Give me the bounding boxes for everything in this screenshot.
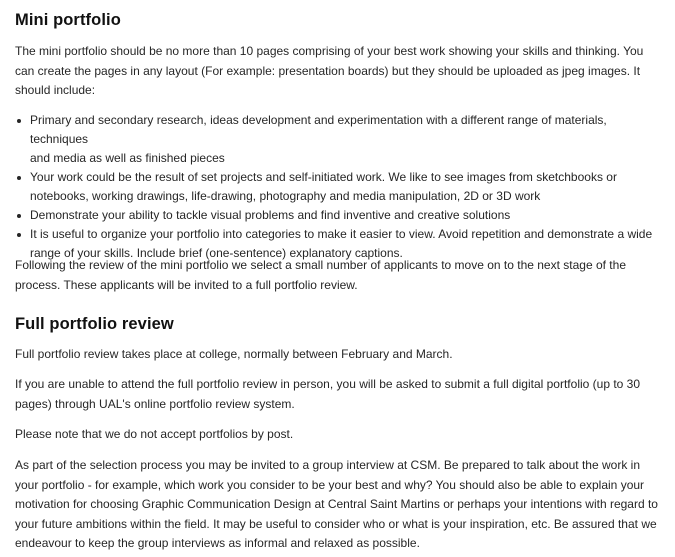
list-item-line: and media as well as finished pieces: [30, 151, 225, 165]
paragraph-line: Please note that we do not accept portfolios by post.: [15, 427, 294, 441]
list-item-line: range of your skills. Include brief (one-sentence) explanatory captions.: [30, 246, 403, 260]
list-item-line: Primary and secondary research, ideas development and experimentation with a different range of materials, techniques: [30, 113, 607, 146]
list-item-line: notebooks, working drawings, life-drawing, photography and media manipulation, 2D or 3D work: [30, 189, 541, 203]
intro-line: The mini portfolio should be no more than 10 pages comprising of your best work showing your skills and thinking. You: [15, 44, 644, 58]
full-review-remote: [15, 375, 667, 414]
bullet-icon: [17, 233, 21, 237]
mini-portfolio-following: [15, 256, 667, 295]
list-item-line: Your work could be the result of set projects and self-initiated work. We like to see images from sketchbooks or: [30, 170, 617, 184]
full-review-interview: [15, 456, 667, 554]
paragraph-line: Following the review of the mini portfolio we select a small number of applicants to move on to the next stage of the: [15, 258, 626, 272]
paragraph-line: your future ambitions within the field. It may be useful to consider who or what is your inspiration, etc. Be assured that we: [15, 516, 657, 531]
section-heading-full-portfolio-review: Full portfolio review: [15, 315, 174, 333]
full-review-post-note: [15, 425, 667, 445]
list-item: [15, 111, 667, 168]
bullet-icon: [17, 176, 21, 180]
paragraph-line: your portfolio - for example, which work you consider to be your best and why? You should also be able to explain your: [15, 477, 645, 492]
bullet-icon: [17, 214, 21, 218]
paragraph-line: motivation for choosing Graphic Communication Design at Central Saint Martins or perhaps your intentions with regard to: [15, 497, 658, 511]
paragraph-line: endeavour to keep the group interviews as informal and relaxed as possible.: [15, 536, 420, 550]
intro-line: can create the pages in any layout (For example: presentation boards) but they should be uploaded as jpeg images. It: [15, 63, 641, 78]
mini-portfolio-intro: [15, 42, 667, 101]
section-heading-mini-portfolio: Mini portfolio: [15, 11, 121, 29]
list-item: [15, 168, 667, 206]
paragraph-line: Full portfolio review takes place at college, normally between February and March.: [15, 347, 453, 361]
list-item-line: It is useful to organize your portfolio into categories to make it easier to view. Avoid repetition and demonstrate a wide: [30, 227, 653, 241]
paragraph-line: pages) through UAL's online portfolio review system.: [15, 396, 295, 411]
mini-portfolio-requirements-list: [15, 111, 667, 263]
list-item-line: Demonstrate your ability to tackle visual problems and find inventive and creative solutions: [30, 208, 511, 222]
bullet-icon: [17, 119, 21, 123]
paragraph-line: If you are unable to attend the full portfolio review in person, you will be asked to submit a full digital portfolio (up to 30: [15, 377, 641, 391]
intro-line: should include:: [15, 83, 96, 97]
paragraph-line: process. These applicants will be invited to a full portfolio review.: [15, 277, 358, 292]
list-item: [15, 206, 667, 225]
full-review-timing: [15, 345, 667, 365]
paragraph-line: As part of the selection process you may be invited to a group interview at CSM. Be prepared to talk about the work in: [15, 458, 640, 472]
